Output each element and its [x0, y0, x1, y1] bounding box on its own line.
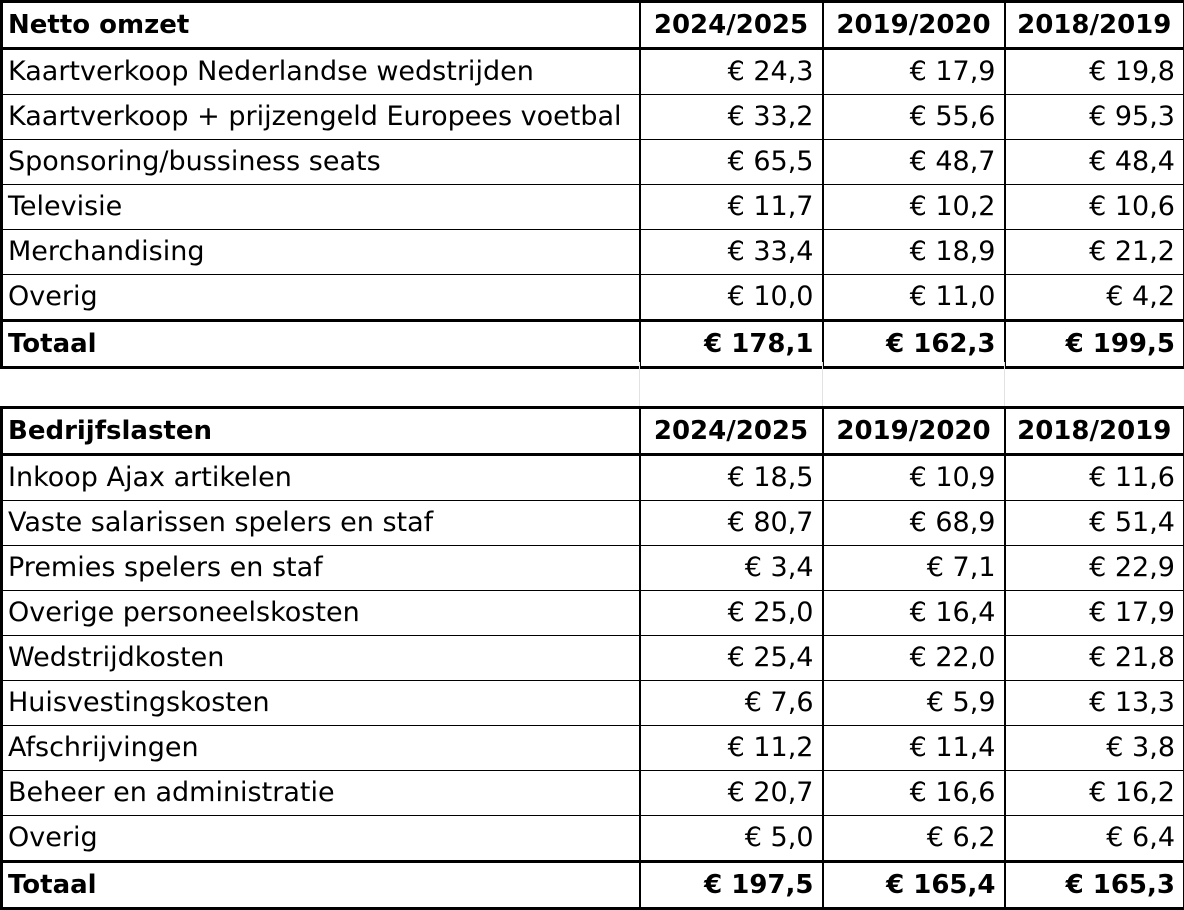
- value-cell[interactable]: € 48,4: [1005, 140, 1184, 185]
- row-label[interactable]: Overig: [2, 275, 640, 321]
- table-row: [2, 455, 1184, 501]
- table-row: [2, 816, 1184, 862]
- value-cell[interactable]: € 4,2: [1005, 275, 1184, 321]
- year-header[interactable]: 2018/2019: [1005, 2, 1184, 49]
- row-label[interactable]: Afschrijvingen: [2, 726, 640, 771]
- row-label[interactable]: Overig: [2, 816, 640, 862]
- value-cell[interactable]: € 11,4: [823, 726, 1005, 771]
- table-row: [2, 681, 1184, 726]
- year-header[interactable]: 2019/2020: [823, 2, 1005, 49]
- value-cell[interactable]: € 3,8: [1005, 726, 1184, 771]
- total-value[interactable]: € 197,5: [640, 862, 823, 909]
- netto-omzet-table: [0, 0, 1184, 369]
- value-cell[interactable]: € 10,6: [1005, 185, 1184, 230]
- table-row: [2, 726, 1184, 771]
- total-value[interactable]: € 165,3: [1005, 862, 1184, 909]
- value-cell[interactable]: € 33,2: [640, 95, 823, 140]
- value-cell[interactable]: € 5,0: [640, 816, 823, 862]
- year-header[interactable]: 2024/2025: [640, 408, 823, 455]
- row-label[interactable]: Premies spelers en staf: [2, 546, 640, 591]
- value-cell[interactable]: € 11,6: [1005, 455, 1184, 501]
- row-label[interactable]: Sponsoring/bussiness seats: [2, 140, 640, 185]
- value-cell[interactable]: € 24,3: [640, 49, 823, 95]
- table-row: [2, 185, 1184, 230]
- value-cell[interactable]: € 25,4: [640, 636, 823, 681]
- value-cell[interactable]: € 6,4: [1005, 816, 1184, 862]
- table-row: [2, 140, 1184, 185]
- value-cell[interactable]: € 13,3: [1005, 681, 1184, 726]
- value-cell[interactable]: € 22,9: [1005, 546, 1184, 591]
- value-cell[interactable]: € 25,0: [640, 591, 823, 636]
- value-cell[interactable]: € 10,0: [640, 275, 823, 321]
- row-label[interactable]: Wedstrijdkosten: [2, 636, 640, 681]
- row-label[interactable]: Beheer en administratie: [2, 771, 640, 816]
- gridline: [639, 362, 640, 406]
- value-cell[interactable]: € 16,2: [1005, 771, 1184, 816]
- row-label[interactable]: Kaartverkoop + prijzengeld Europees voetbal: [2, 95, 640, 140]
- value-cell[interactable]: € 10,9: [823, 455, 1005, 501]
- total-row: [2, 862, 1184, 909]
- value-cell[interactable]: € 18,5: [640, 455, 823, 501]
- table-row: [2, 546, 1184, 591]
- row-label[interactable]: Inkoop Ajax artikelen: [2, 455, 640, 501]
- value-cell[interactable]: € 5,9: [823, 681, 1005, 726]
- row-label[interactable]: Huisvestingskosten: [2, 681, 640, 726]
- value-cell[interactable]: € 21,8: [1005, 636, 1184, 681]
- bedrijfslasten-table: [0, 406, 1184, 910]
- table-row: [2, 771, 1184, 816]
- section-title[interactable]: Bedrijfslasten: [2, 408, 640, 455]
- year-header[interactable]: 2019/2020: [823, 408, 1005, 455]
- value-cell[interactable]: € 55,6: [823, 95, 1005, 140]
- total-row: [2, 321, 1184, 368]
- row-label[interactable]: Merchandising: [2, 230, 640, 275]
- table-row: [2, 49, 1184, 95]
- value-cell[interactable]: € 11,7: [640, 185, 823, 230]
- value-cell[interactable]: € 7,6: [640, 681, 823, 726]
- value-cell[interactable]: € 18,9: [823, 230, 1005, 275]
- table-row: [2, 636, 1184, 681]
- value-cell[interactable]: € 16,6: [823, 771, 1005, 816]
- value-cell[interactable]: € 6,2: [823, 816, 1005, 862]
- value-cell[interactable]: € 17,9: [823, 49, 1005, 95]
- total-value[interactable]: € 199,5: [1005, 321, 1184, 368]
- year-header[interactable]: 2024/2025: [640, 2, 823, 49]
- value-cell[interactable]: € 80,7: [640, 501, 823, 546]
- table-row: [2, 95, 1184, 140]
- value-cell[interactable]: € 17,9: [1005, 591, 1184, 636]
- table-row: [2, 591, 1184, 636]
- row-label[interactable]: Kaartverkoop Nederlandse wedstrijden: [2, 49, 640, 95]
- value-cell[interactable]: € 11,2: [640, 726, 823, 771]
- value-cell[interactable]: € 68,9: [823, 501, 1005, 546]
- total-label[interactable]: Totaal: [2, 862, 640, 909]
- value-cell[interactable]: € 48,7: [823, 140, 1005, 185]
- value-cell[interactable]: € 19,8: [1005, 49, 1184, 95]
- value-cell[interactable]: € 65,5: [640, 140, 823, 185]
- value-cell[interactable]: € 11,0: [823, 275, 1005, 321]
- row-label[interactable]: Overige personeelskosten: [2, 591, 640, 636]
- value-cell[interactable]: € 10,2: [823, 185, 1005, 230]
- value-cell[interactable]: € 20,7: [640, 771, 823, 816]
- gridline: [1004, 362, 1005, 406]
- table-header-row: [2, 2, 1184, 49]
- value-cell[interactable]: € 95,3: [1005, 95, 1184, 140]
- gridline: [822, 362, 823, 406]
- total-value[interactable]: € 162,3: [823, 321, 1005, 368]
- row-label[interactable]: Vaste salarissen spelers en staf: [2, 501, 640, 546]
- year-header[interactable]: 2018/2019: [1005, 408, 1184, 455]
- value-cell[interactable]: € 3,4: [640, 546, 823, 591]
- row-label[interactable]: Televisie: [2, 185, 640, 230]
- table-row: [2, 501, 1184, 546]
- total-value[interactable]: € 178,1: [640, 321, 823, 368]
- value-cell[interactable]: € 51,4: [1005, 501, 1184, 546]
- value-cell[interactable]: € 22,0: [823, 636, 1005, 681]
- table-row: [2, 275, 1184, 321]
- value-cell[interactable]: € 33,4: [640, 230, 823, 275]
- value-cell[interactable]: € 7,1: [823, 546, 1005, 591]
- table-header-row: [2, 408, 1184, 455]
- total-value[interactable]: € 165,4: [823, 862, 1005, 909]
- value-cell[interactable]: € 16,4: [823, 591, 1005, 636]
- total-label[interactable]: Totaal: [2, 321, 640, 368]
- value-cell[interactable]: € 21,2: [1005, 230, 1184, 275]
- table-row: [2, 230, 1184, 275]
- section-title[interactable]: Netto omzet: [2, 2, 640, 49]
